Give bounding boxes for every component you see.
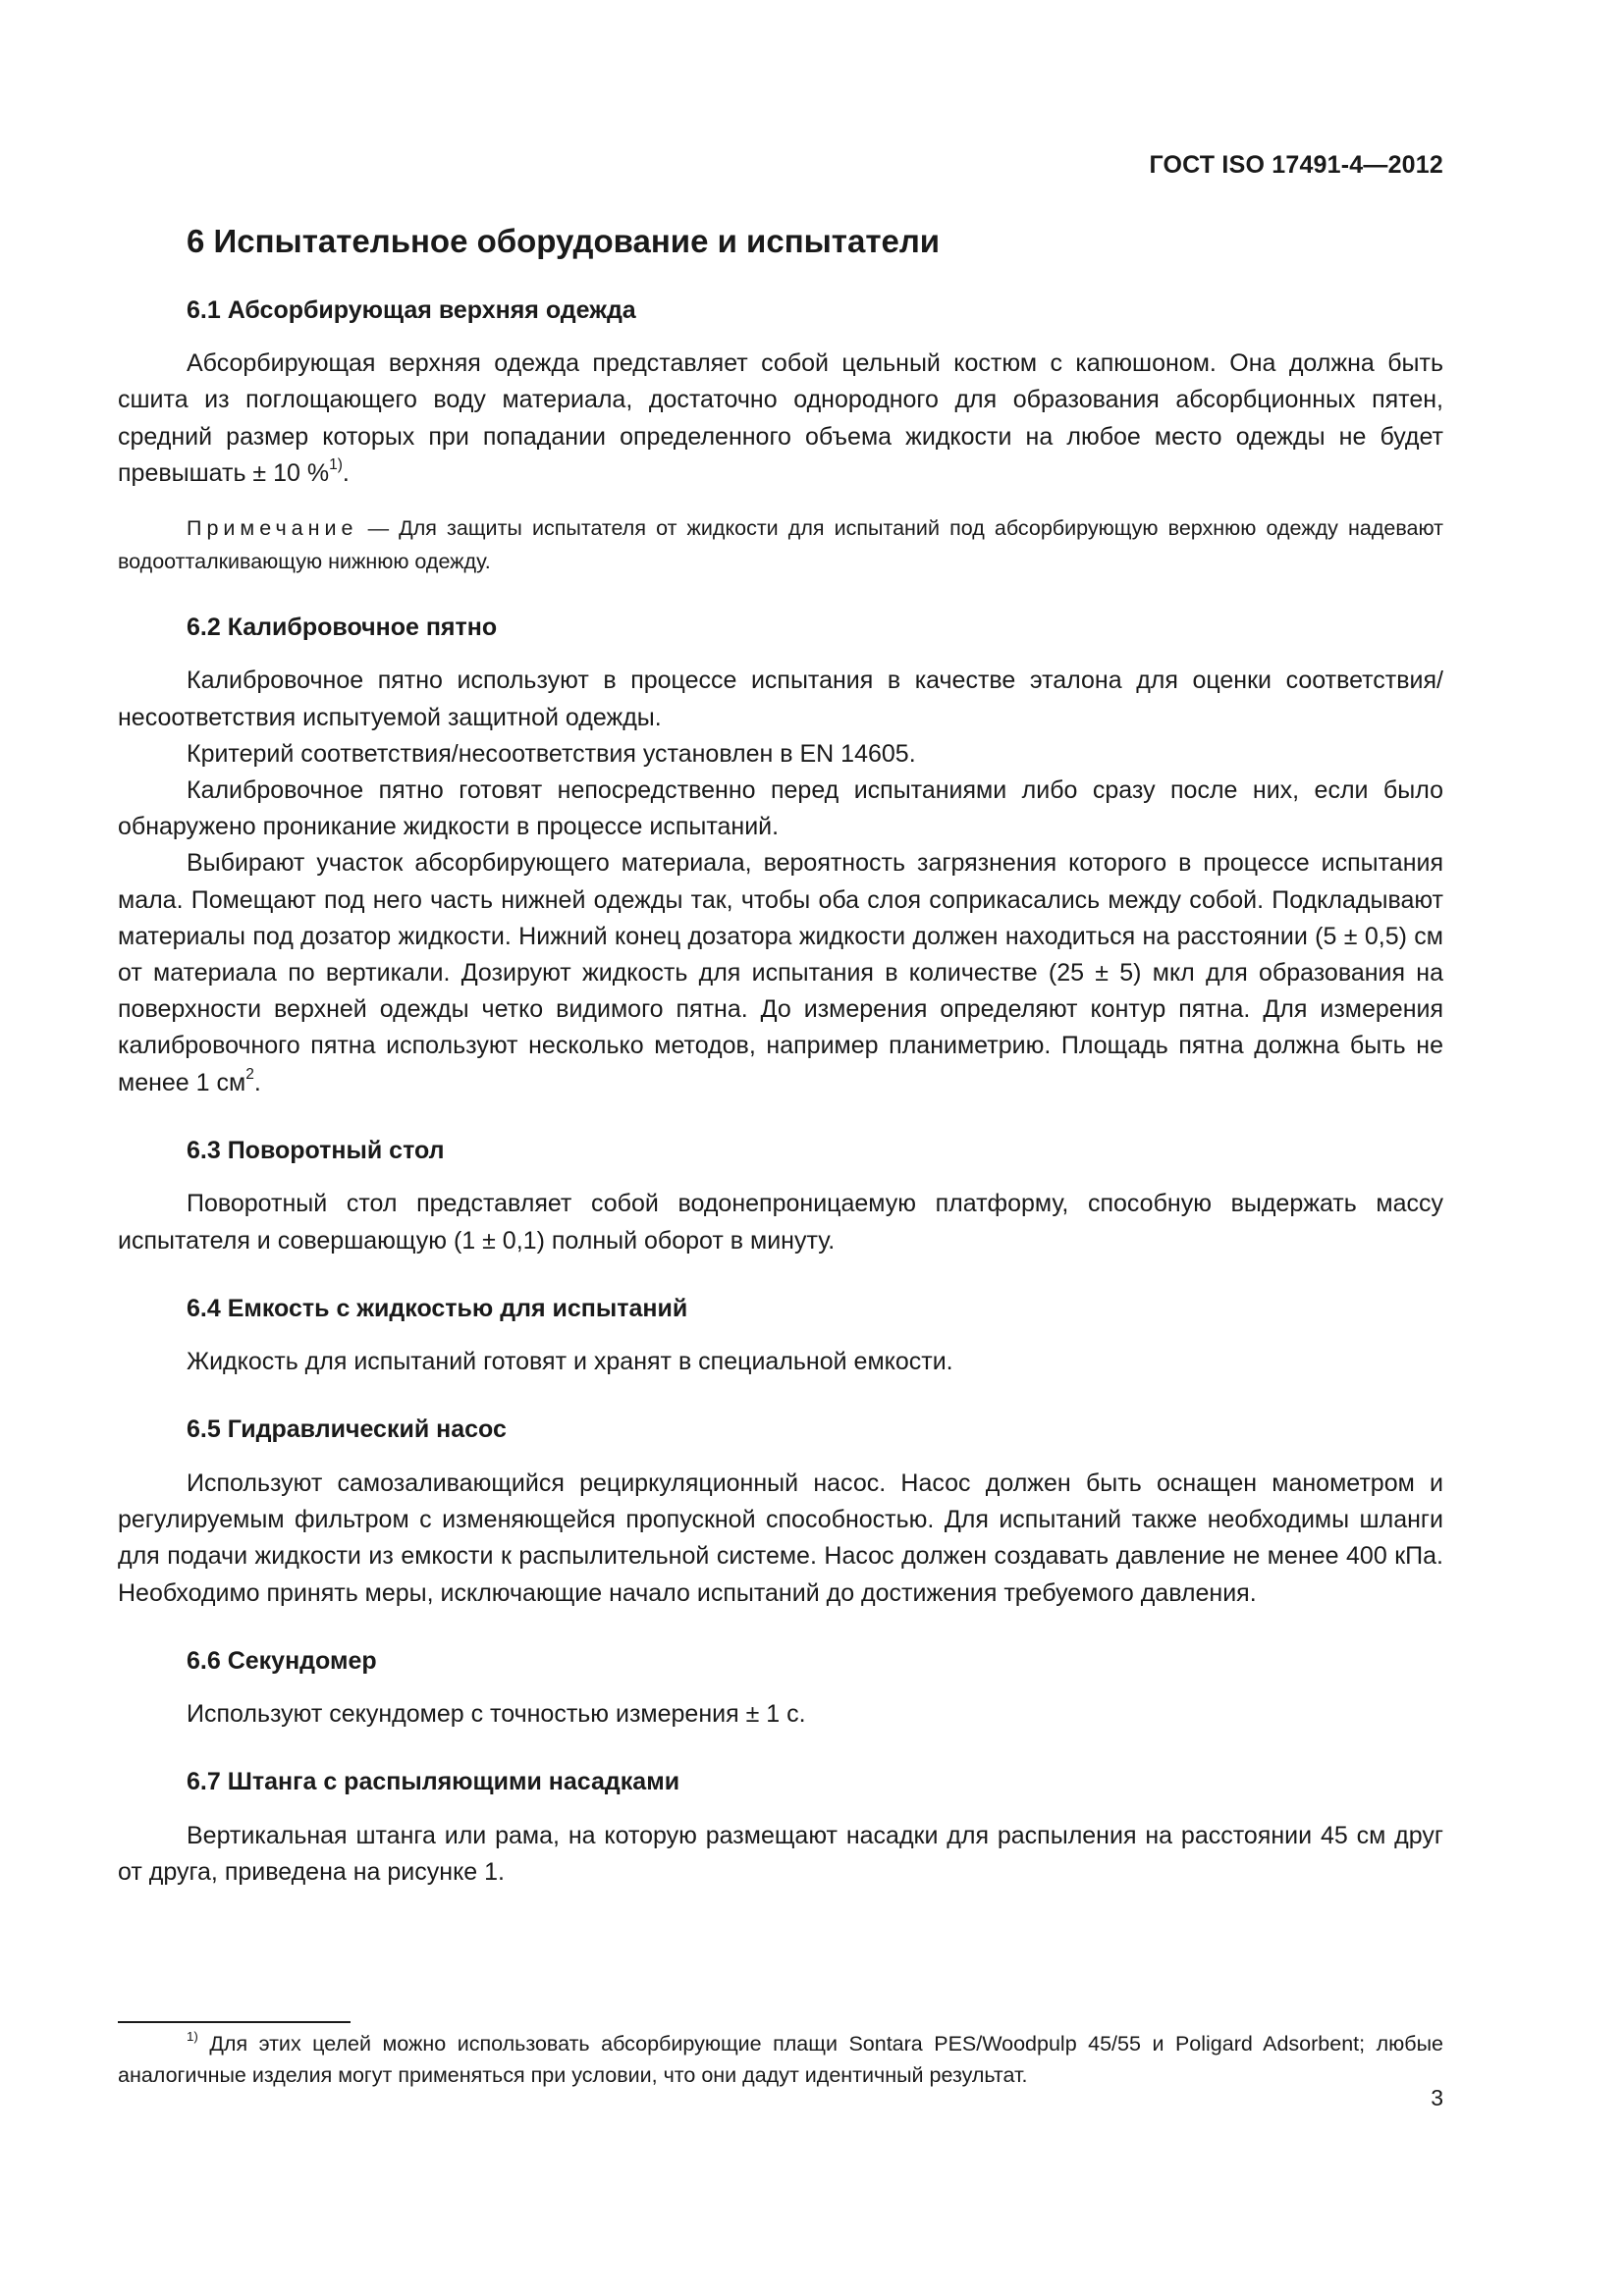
paragraph-end: .: [253, 1068, 261, 1096]
note: [118, 511, 1443, 578]
document-body: [118, 222, 1443, 1891]
subsection-6-3-paragraph: Поворотный стол представляет собой водонепроницаемую платформу, способную выдержать массу испытателя и совершающую (1 ± 0,1) полный оборот в минуту.: [118, 1190, 1443, 1255]
paragraph-text: Абсорбирующая верхняя одежда представляет собой цельный костюм с капюшоном. Она должна быть сшита из поглощающего воду материала, достаточно однородного для образования абсорбционных пятен, средний размер которых при попадании определенного объема жидкости на любое место одежды не будет превышать ± 10 %: [118, 349, 1443, 487]
subsection-6-2-paragraph-3: Калибровочное пятно готовят непосредственно перед испытаниями либо сразу после них, если было обнаружено проникание жидкости в процессе испытаний.: [118, 776, 1443, 841]
subsection-6-2-paragraph-2: Критерий соответствия/несоответствия установлен в EN 14605.: [187, 739, 916, 768]
subsection-6-5-paragraph: Используют самозаливающийся рециркуляционный насос. Насос должен быть оснащен манометром и регулируемым фильтром с изменяющейся пропускной способностью. Для испытаний также необходимы шланги для подачи жидкости из емкости к распылительной системе. Насос должен создавать давление не менее 400 кПа. Необходимо принять меры, исключающие начало испытаний до достижения требуемого давления.: [118, 1468, 1443, 1607]
subsection-6-6-paragraph: Используют секундомер с точностью измерения ± 1 с.: [187, 1700, 806, 1729]
note-text: — Для защиты испытателя от жидкости для испытаний под абсорбирующую верхнюю одежду надевают водоотталкивающую нижнюю одежду.: [118, 515, 1443, 573]
subsection-6-5-heading: 6.5 Гидравлический насос: [187, 1415, 507, 1444]
page-number: 3: [1431, 2085, 1443, 2110]
footnote-reference: 1): [329, 456, 343, 474]
note-label: Примечание: [187, 515, 358, 540]
paragraph-end: .: [342, 458, 350, 487]
paragraph-text: Выбирают участок абсорбирующего материала, вероятность загрязнения которого в процессе испытания мала. Помещают под него часть нижней одежды так, чтобы оба слоя соприкасались между собой. Подкладывают материалы под дозатор жидкости. Нижний конец дозатора жидкости должен находиться на расстоянии (5 ± 0,5) см от материала по вертикали. Дозируют жидкость для испытания в количестве (25 ± 5) мкл для образования на поверхности верхней одежды четко видимого пятна. До измерения определяют контур пятна. Для измерения калибровочного пятна используют несколько методов, например планиметрию. Площадь пятна должна быть не менее 1 см: [118, 849, 1443, 1096]
footnote-marker: 1): [187, 2028, 198, 2044]
subsection-6-6-heading: 6.6 Секундомер: [187, 1646, 377, 1675]
superscript: 2: [245, 1066, 254, 1083]
subsection-6-2-heading: 6.2 Калибровочное пятно: [187, 613, 498, 641]
subsection-6-4-heading: 6.4 Емкость с жидкостью для испытаний: [187, 1294, 688, 1322]
subsection-6-4-paragraph: Жидкость для испытаний готовят и хранят в специальной емкости.: [187, 1348, 953, 1376]
footnote: [118, 2028, 1443, 2091]
section-title: 6 Испытательное оборудование и испытатели: [187, 223, 941, 259]
subsection-6-2-paragraph-4: [118, 845, 1443, 1100]
subsection-6-7-heading: 6.7 Штанга с распыляющими насадками: [187, 1768, 680, 1796]
subsection-6-7-paragraph: Вертикальная штанга или рама, на которую размещают насадки для распыления на расстоянии 45 см друг от друга, приведена на рисунке 1.: [118, 1821, 1443, 1887]
subsection-6-1-heading: 6.1 Абсорбирующая верхняя одежда: [187, 295, 636, 324]
document-header: ГОСТ ISO 17491-4—2012: [1149, 151, 1443, 179]
subsection-6-2-paragraph-1: Калибровочное пятно используют в процессе испытания в качестве эталона для оценки соответствия/несоответствия испытуемой защитной одежды.: [118, 667, 1443, 731]
footnote-divider: [118, 2021, 351, 2023]
subsection-6-3-heading: 6.3 Поворотный стол: [187, 1136, 445, 1164]
footnote-text: Для этих целей можно использовать абсорбирующие плащи Sontara PES/Woodpulp 45/55 и Poligard Adsorbent; любые аналогичные изделия могут применяться при условии, что они дадут идентичный результат.: [118, 2032, 1443, 2087]
subsection-6-1-paragraph: [118, 346, 1443, 492]
